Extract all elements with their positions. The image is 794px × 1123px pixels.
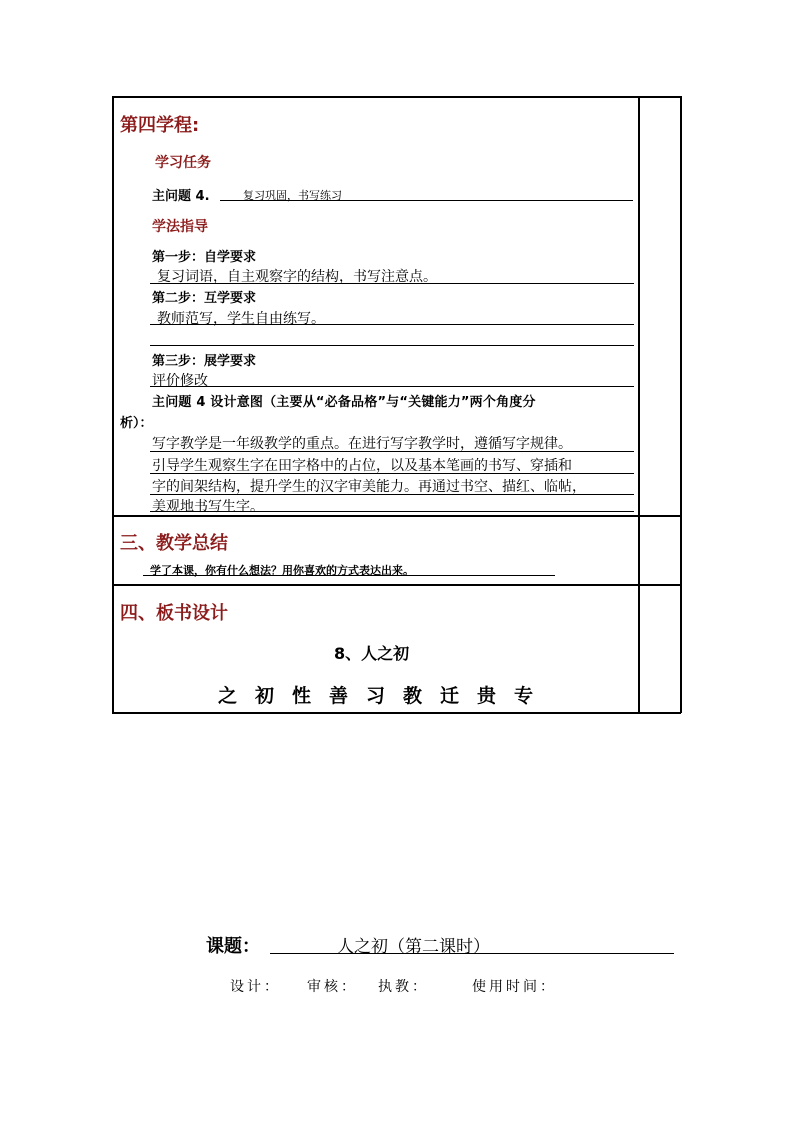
step3-text: 评价修改 (152, 373, 208, 389)
step2-blank-line (150, 345, 634, 346)
board-char: 教 (402, 685, 422, 707)
intent-line-2: 引导学生观察生字在田字格中的占位，以及基本笔画的书写、穿插和 (152, 458, 572, 474)
step1-underline (150, 283, 634, 284)
review-label: 审核： (307, 979, 358, 995)
board-char: 之 (217, 685, 237, 707)
board-char: 性 (291, 685, 311, 707)
step1-label: 第一步：自学要求 (152, 250, 257, 265)
question-label: 主问题 4. (152, 189, 210, 204)
intent-line-4: 美观地书写生字。 (152, 499, 264, 515)
table-right-border (680, 96, 682, 713)
intent-underline-2 (150, 473, 634, 474)
intent-underline-4 (150, 511, 634, 512)
intent-label-line1: 主问题 4 设计意图（主要从“必备品格”与“关键能力”两个角度分 (152, 395, 536, 410)
design-label: 设计： (230, 979, 281, 995)
intent-line-3: 字的间架结构，提升学生的汉字审美能力。再通过书空、描红、临帖， (152, 479, 586, 495)
step2-label: 第二步：互学要求 (152, 291, 257, 306)
step2-text: 教师范写，学生自由练写。 (157, 311, 325, 327)
teach-label: 执教： (378, 979, 429, 995)
topic-value: 人之初（第二课时） (337, 937, 490, 957)
summary-underline (143, 575, 555, 576)
question-text: 复习巩固，书写练习 (243, 189, 342, 202)
intent-label-line2: 析）： (120, 416, 153, 431)
summary-text: 学了本课，你有什么想法？用你喜欢的方式表达出来。 (150, 564, 414, 577)
summary-heading: 三、教学总结 (120, 533, 228, 554)
method-heading: 学法指导 (152, 219, 208, 235)
board-char: 初 (254, 685, 274, 707)
topic-underline (270, 953, 674, 954)
table-top-border (112, 96, 681, 98)
board-heading: 四、板书设计 (120, 603, 228, 624)
time-label: 使用时间： (472, 979, 557, 995)
step3-underline (150, 386, 634, 387)
intent-line-1: 写字教学是一年级教学的重点。在进行写字教学时，遵循写字规律。 (152, 436, 572, 452)
board-char: 迁 (439, 685, 459, 707)
question-underline (220, 200, 633, 201)
stage4-heading: 第四学程: (120, 115, 200, 136)
table-bottom-border (112, 712, 681, 714)
task-heading: 学习任务 (155, 155, 211, 171)
topic-label: 课题： (206, 936, 260, 957)
intent-underline-3 (150, 494, 634, 495)
table-column-divider (638, 96, 640, 713)
intent-underline-1 (150, 451, 634, 452)
board-title: 8、人之初 (334, 644, 410, 663)
row-divider-2 (112, 584, 681, 586)
board-char: 贵 (476, 685, 496, 707)
board-char: 习 (365, 685, 385, 707)
board-characters (209, 681, 542, 708)
table-left-border (112, 96, 114, 713)
board-char: 善 (328, 685, 348, 707)
board-char: 专 (513, 685, 533, 707)
step1-text: 复习词语，自主观察字的结构，书写注意点。 (157, 269, 437, 285)
step2-underline (150, 324, 634, 325)
step3-label: 第三步：展学要求 (152, 354, 257, 369)
